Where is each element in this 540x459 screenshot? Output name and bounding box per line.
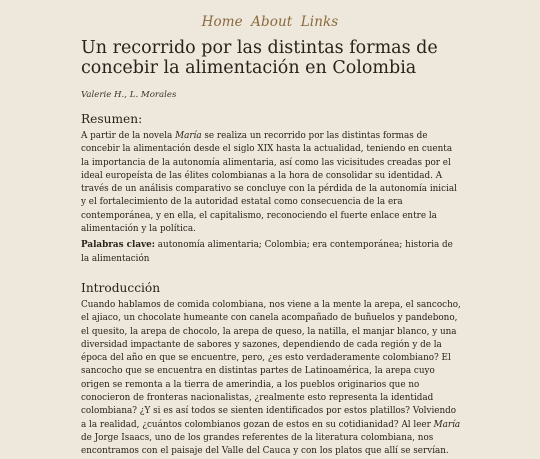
article-title: Un recorrido por las distintas formas de concebir la alimentación en Colombia bbox=[81, 38, 438, 78]
intro-novel-title: María bbox=[433, 419, 461, 430]
intro-heading: Introducción bbox=[81, 280, 161, 295]
article-body bbox=[81, 38, 461, 459]
intro-text-part1: Cuando hablamos de comida colombiana, nos viene a la mente la arepa, el sancocho, el ajiaco, un chocolate humeante con canela acompañado de buñuelos y pandebono, el quesito, la arepa de chocolo, la arepa de queso, la natilla, el manjar blanco, y una diversidad impactante de sabores y sazones, dependiendo de cada región y de la época del año en que se encuentre, pero, ¿es esto verdaderamente colombiano? El sancocho que se encuentra en distintas partes de Latinoamérica, la arepa cuyo origen se remonta a la tierra de amerindia, a los pueblos originarios que no conocieron de fronteras nacionalistas, ¿realmente esto representa la identidad colombiana? ¿Y si es así todos se sienten identificados por estos platillos? Volviendo a la realidad, ¿cuántos colombianos gozan de estos en su cotidianidad? Al leer bbox=[81, 299, 461, 430]
abstract-text-part1: A partir de la novela bbox=[81, 131, 176, 141]
keywords-list: autonomía alimentaria; Colombia; era contemporánea; historia de la alimentación bbox=[81, 240, 453, 264]
abstract-text-part2: se realiza un recorrido por las distintas formas de concebir la alimentación desde el siglo XIX hasta la actualidad, teniendo en cuenta la importancia de la autonomía alimentaria, así como las vicisitudes creadas por el ideal europeísta de las élites colombianas a la hora de consolidar su identidad. A través de un análisis comparativo se concluye con la pérdida de la autonomía inicial y el fortalecimiento de la autoridad estatal como consecuencia de la era contemporánea, y en ella, el capitalismo, reconociendo el fuerte enlace entre la alimentación y la política. bbox=[81, 131, 457, 235]
article-authors: Valerie H., L. Morales bbox=[81, 90, 177, 100]
keywords bbox=[81, 239, 461, 266]
intro-text-part2: de Jorge Isaacs, uno de los grandes referentes de la literatura colombiana, nos encontramos con el paisaje del Valle del Cauca y con los platos que allí se servían. bbox=[81, 432, 449, 457]
nav-links-link[interactable]: Links bbox=[300, 14, 339, 30]
nav-home-link[interactable]: Home bbox=[201, 14, 243, 30]
intro-text bbox=[81, 299, 461, 459]
nav-about-link[interactable]: About bbox=[251, 14, 293, 30]
abstract-text bbox=[81, 130, 461, 236]
top-nav bbox=[0, 14, 540, 30]
abstract-heading: Resumen: bbox=[81, 112, 143, 126]
abstract-novel-title: María bbox=[175, 131, 202, 141]
keywords-label: Palabras clave: bbox=[81, 240, 155, 251]
